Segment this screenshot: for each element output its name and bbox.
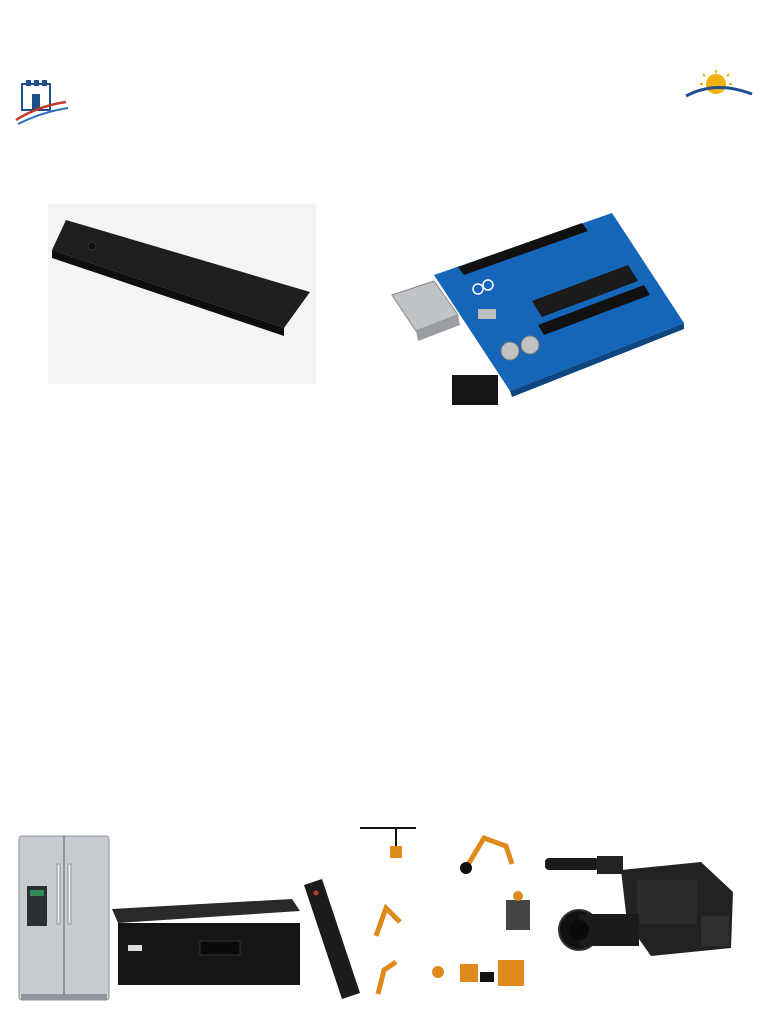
slide-2	[0, 512, 768, 1024]
satellite-receiver-image	[108, 865, 368, 1003]
arduino-uno-image	[382, 205, 684, 410]
atmega-chip-image	[48, 204, 316, 384]
industrial-robots-image	[356, 812, 540, 1000]
university-logo	[8, 62, 70, 128]
video-camera-image	[541, 852, 741, 962]
faculty-logo	[676, 70, 762, 122]
refrigerator-image	[17, 834, 111, 1002]
